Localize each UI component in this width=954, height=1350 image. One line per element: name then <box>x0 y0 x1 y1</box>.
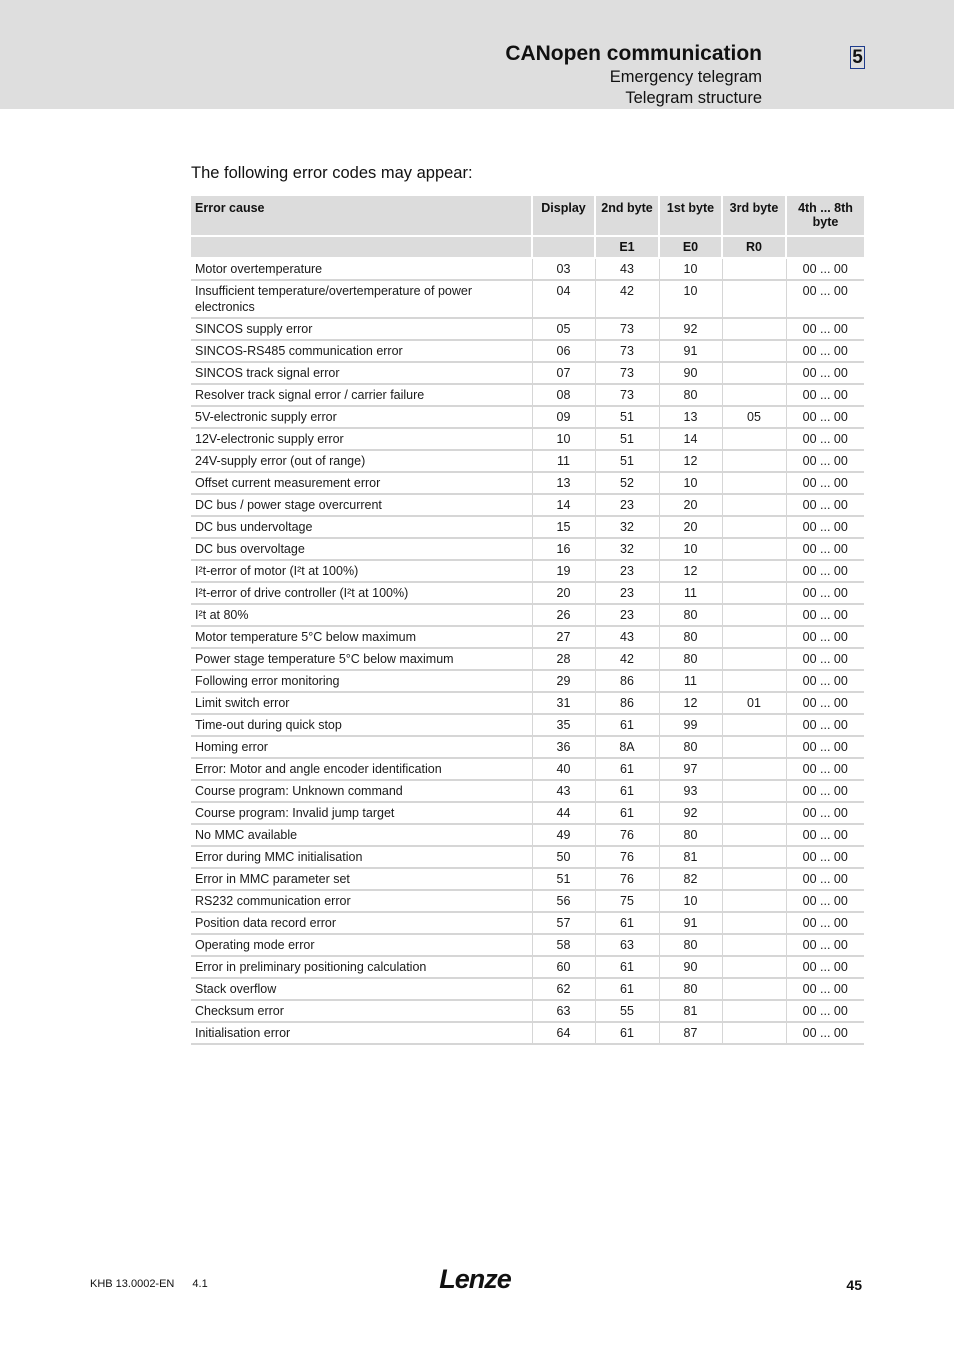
code-cell: 93 <box>659 780 722 802</box>
table-row <box>191 280 864 318</box>
error-cause-cell: Checksum error <box>191 1000 532 1022</box>
code-cell: 57 <box>532 912 595 934</box>
code-cell: 86 <box>595 670 659 692</box>
table-row <box>191 934 864 956</box>
table-row <box>191 494 864 516</box>
code-cell: 00 ... 00 <box>786 516 864 538</box>
code-cell <box>722 494 786 516</box>
code-cell: 12 <box>659 560 722 582</box>
code-cell: 03 <box>532 258 595 280</box>
table-row <box>191 956 864 978</box>
error-cause-cell: Course program: Invalid jump target <box>191 802 532 824</box>
error-cause-cell: No MMC available <box>191 824 532 846</box>
doc-id: KHB 13.0002-EN <box>90 1278 175 1290</box>
code-cell: 00 ... 00 <box>786 450 864 472</box>
code-cell: 73 <box>595 318 659 340</box>
code-cell: 00 ... 00 <box>786 626 864 648</box>
error-cause-cell: Offset current measurement error <box>191 472 532 494</box>
error-cause-cell: 5V-electronic supply error <box>191 406 532 428</box>
code-cell: 61 <box>595 714 659 736</box>
code-cell: 10 <box>659 258 722 280</box>
subheader-cell <box>786 236 864 258</box>
table-row <box>191 538 864 560</box>
code-cell <box>722 428 786 450</box>
error-cause-cell: Following error monitoring <box>191 670 532 692</box>
error-cause-cell: RS232 communication error <box>191 890 532 912</box>
error-cause-cell: Homing error <box>191 736 532 758</box>
code-cell <box>722 868 786 890</box>
code-cell: 00 ... 00 <box>786 714 864 736</box>
code-cell: 04 <box>532 280 595 318</box>
code-cell: 12 <box>659 450 722 472</box>
code-cell <box>722 824 786 846</box>
code-cell: 08 <box>532 384 595 406</box>
column-header-error-cause: Error cause <box>191 196 532 236</box>
code-cell: 14 <box>659 428 722 450</box>
page-number: 45 <box>846 1277 862 1293</box>
error-cause-cell: Position data record error <box>191 912 532 934</box>
error-cause-cell: Operating mode error <box>191 934 532 956</box>
code-cell: 10 <box>659 890 722 912</box>
code-cell <box>722 472 786 494</box>
code-cell: 42 <box>595 648 659 670</box>
code-cell: 61 <box>595 802 659 824</box>
code-cell: 00 ... 00 <box>786 670 864 692</box>
code-cell: 80 <box>659 648 722 670</box>
subheader-cell: E0 <box>659 236 722 258</box>
error-cause-cell: DC bus overvoltage <box>191 538 532 560</box>
table-row <box>191 582 864 604</box>
code-cell: 8A <box>595 736 659 758</box>
code-cell: 23 <box>595 604 659 626</box>
code-cell: 05 <box>532 318 595 340</box>
code-cell: 00 ... 00 <box>786 736 864 758</box>
code-cell: 00 ... 00 <box>786 340 864 362</box>
subsection-subtitle: Telegram structure <box>625 89 762 107</box>
code-cell: 80 <box>659 978 722 1000</box>
error-cause-cell: Error during MMC initialisation <box>191 846 532 868</box>
code-cell: 32 <box>595 538 659 560</box>
code-cell: 90 <box>659 362 722 384</box>
code-cell: 51 <box>532 868 595 890</box>
table-row <box>191 362 864 384</box>
table-row <box>191 472 864 494</box>
code-cell <box>722 890 786 912</box>
subheader-cell: E1 <box>595 236 659 258</box>
code-cell: 16 <box>532 538 595 560</box>
code-cell: 07 <box>532 362 595 384</box>
code-cell <box>722 450 786 472</box>
error-cause-cell: Course program: Unknown command <box>191 780 532 802</box>
code-cell: 00 ... 00 <box>786 648 864 670</box>
code-cell: 20 <box>659 494 722 516</box>
code-cell: 09 <box>532 406 595 428</box>
code-cell <box>722 670 786 692</box>
code-cell <box>722 384 786 406</box>
code-cell: 00 ... 00 <box>786 1000 864 1022</box>
table-row <box>191 340 864 362</box>
code-cell: 00 ... 00 <box>786 956 864 978</box>
table-row <box>191 1022 864 1044</box>
code-cell: 10 <box>659 472 722 494</box>
code-cell <box>722 582 786 604</box>
code-cell: 00 ... 00 <box>786 758 864 780</box>
code-cell <box>722 362 786 384</box>
code-cell: 00 ... 00 <box>786 692 864 714</box>
subheader-cell <box>191 236 532 258</box>
code-cell: 01 <box>722 692 786 714</box>
code-cell: 11 <box>659 670 722 692</box>
code-cell: 19 <box>532 560 595 582</box>
chapter-number-badge: 5 <box>850 46 865 69</box>
code-cell: 35 <box>532 714 595 736</box>
error-cause-cell: Initialisation error <box>191 1022 532 1044</box>
table-row <box>191 780 864 802</box>
error-cause-cell: Stack overflow <box>191 978 532 1000</box>
code-cell: 75 <box>595 890 659 912</box>
code-cell: 61 <box>595 956 659 978</box>
code-cell: 00 ... 00 <box>786 802 864 824</box>
code-cell <box>722 648 786 670</box>
error-cause-cell: Time-out during quick stop <box>191 714 532 736</box>
code-cell <box>722 560 786 582</box>
code-cell: 63 <box>532 1000 595 1022</box>
lenze-logo <box>436 1264 514 1294</box>
code-cell: 87 <box>659 1022 722 1044</box>
code-cell: 20 <box>659 516 722 538</box>
table-row <box>191 670 864 692</box>
code-cell: 61 <box>595 780 659 802</box>
table-row <box>191 692 864 714</box>
code-cell: 12 <box>659 692 722 714</box>
code-cell: 55 <box>595 1000 659 1022</box>
code-cell: 91 <box>659 912 722 934</box>
column-header-4th-8th-byte: 4th ... 8th byte <box>786 196 864 236</box>
table-subheader-row <box>191 236 864 258</box>
code-cell: 23 <box>595 560 659 582</box>
code-cell: 00 ... 00 <box>786 978 864 1000</box>
code-cell: 61 <box>595 978 659 1000</box>
code-cell: 00 ... 00 <box>786 1022 864 1044</box>
code-cell: 10 <box>659 280 722 318</box>
error-cause-cell: Error in preliminary positioning calculation <box>191 956 532 978</box>
code-cell: 56 <box>532 890 595 912</box>
code-cell: 00 ... 00 <box>786 472 864 494</box>
table-row <box>191 258 864 280</box>
code-cell: 00 ... 00 <box>786 560 864 582</box>
table-row <box>191 802 864 824</box>
code-cell: 27 <box>532 626 595 648</box>
table-row <box>191 824 864 846</box>
code-cell <box>722 258 786 280</box>
code-cell: 63 <box>595 934 659 956</box>
header-band <box>0 0 954 109</box>
code-cell: 97 <box>659 758 722 780</box>
code-cell: 43 <box>595 626 659 648</box>
error-cause-cell: Error: Motor and angle encoder identification <box>191 758 532 780</box>
error-cause-cell: I²t-error of motor (I²t at 100%) <box>191 560 532 582</box>
code-cell: 62 <box>532 978 595 1000</box>
table-row <box>191 736 864 758</box>
table-row <box>191 648 864 670</box>
table-row <box>191 318 864 340</box>
code-cell: 00 ... 00 <box>786 494 864 516</box>
code-cell: 76 <box>595 824 659 846</box>
code-cell: 61 <box>595 912 659 934</box>
table-row <box>191 846 864 868</box>
code-cell: 00 ... 00 <box>786 280 864 318</box>
code-cell: 06 <box>532 340 595 362</box>
code-cell <box>722 604 786 626</box>
table-row <box>191 406 864 428</box>
code-cell: 80 <box>659 934 722 956</box>
error-cause-cell: I²t at 80% <box>191 604 532 626</box>
code-cell: 73 <box>595 340 659 362</box>
code-cell: 51 <box>595 428 659 450</box>
code-cell <box>722 516 786 538</box>
table-body <box>191 258 864 1044</box>
code-cell: 13 <box>532 472 595 494</box>
code-cell: 00 ... 00 <box>786 890 864 912</box>
table-row <box>191 604 864 626</box>
error-cause-cell: DC bus undervoltage <box>191 516 532 538</box>
code-cell: 92 <box>659 802 722 824</box>
section-subtitle: Emergency telegram <box>609 68 762 86</box>
intro-text: The following error codes may appear: <box>191 164 473 182</box>
table-row <box>191 1000 864 1022</box>
code-cell <box>722 758 786 780</box>
code-cell: 51 <box>595 406 659 428</box>
code-cell: 80 <box>659 384 722 406</box>
error-cause-cell: Motor overtemperature <box>191 258 532 280</box>
code-cell: 15 <box>532 516 595 538</box>
error-cause-cell: DC bus / power stage overcurrent <box>191 494 532 516</box>
code-cell: 80 <box>659 824 722 846</box>
table-header-row <box>191 196 864 236</box>
code-cell: 73 <box>595 362 659 384</box>
table-row <box>191 450 864 472</box>
code-cell: 99 <box>659 714 722 736</box>
error-cause-cell: 24V-supply error (out of range) <box>191 450 532 472</box>
code-cell: 76 <box>595 868 659 890</box>
code-cell <box>722 934 786 956</box>
code-cell: 00 ... 00 <box>786 362 864 384</box>
column-header-2nd-byte: 2nd byte <box>595 196 659 236</box>
error-cause-cell: 12V-electronic supply error <box>191 428 532 450</box>
table-row <box>191 428 864 450</box>
code-cell: 64 <box>532 1022 595 1044</box>
code-cell: 91 <box>659 340 722 362</box>
code-cell: 80 <box>659 736 722 758</box>
code-cell: 90 <box>659 956 722 978</box>
code-cell: 81 <box>659 1000 722 1022</box>
table-row <box>191 890 864 912</box>
error-cause-cell: SINCOS supply error <box>191 318 532 340</box>
code-cell: 00 ... 00 <box>786 780 864 802</box>
code-cell: 36 <box>532 736 595 758</box>
code-cell <box>722 1022 786 1044</box>
code-cell: 32 <box>595 516 659 538</box>
error-cause-cell: SINCOS track signal error <box>191 362 532 384</box>
code-cell: 10 <box>659 538 722 560</box>
code-cell: 26 <box>532 604 595 626</box>
code-cell: 10 <box>532 428 595 450</box>
code-cell: 00 ... 00 <box>786 384 864 406</box>
code-cell: 80 <box>659 626 722 648</box>
code-cell <box>722 802 786 824</box>
table-row <box>191 758 864 780</box>
code-cell <box>722 736 786 758</box>
error-cause-cell: Power stage temperature 5°C below maximum <box>191 648 532 670</box>
code-cell: 44 <box>532 802 595 824</box>
code-cell: 52 <box>595 472 659 494</box>
error-cause-cell: Motor temperature 5°C below maximum <box>191 626 532 648</box>
chapter-title: CANopen communication <box>505 42 762 65</box>
code-cell: 51 <box>595 450 659 472</box>
code-cell: 00 ... 00 <box>786 258 864 280</box>
code-cell: 82 <box>659 868 722 890</box>
footer-doc-info <box>90 1278 208 1290</box>
code-cell <box>722 280 786 318</box>
code-cell: 49 <box>532 824 595 846</box>
code-cell: 76 <box>595 846 659 868</box>
code-cell: 00 ... 00 <box>786 604 864 626</box>
code-cell: 60 <box>532 956 595 978</box>
code-cell: 00 ... 00 <box>786 582 864 604</box>
code-cell <box>722 714 786 736</box>
table-row <box>191 516 864 538</box>
error-cause-cell: Resolver track signal error / carrier failure <box>191 384 532 406</box>
code-cell: 80 <box>659 604 722 626</box>
code-cell: 43 <box>532 780 595 802</box>
table-row <box>191 560 864 582</box>
subheader-cell <box>532 236 595 258</box>
code-cell: 00 ... 00 <box>786 538 864 560</box>
code-cell <box>722 846 786 868</box>
table-row <box>191 714 864 736</box>
doc-version: 4.1 <box>192 1278 208 1290</box>
code-cell: 11 <box>532 450 595 472</box>
code-cell: 14 <box>532 494 595 516</box>
table-row <box>191 912 864 934</box>
code-cell: 28 <box>532 648 595 670</box>
table-row <box>191 384 864 406</box>
code-cell: 42 <box>595 280 659 318</box>
error-cause-cell: SINCOS-RS485 communication error <box>191 340 532 362</box>
code-cell <box>722 626 786 648</box>
code-cell: 61 <box>595 758 659 780</box>
code-cell: 40 <box>532 758 595 780</box>
table-row <box>191 978 864 1000</box>
code-cell: 00 ... 00 <box>786 868 864 890</box>
code-cell: 73 <box>595 384 659 406</box>
column-header-display: Display <box>532 196 595 236</box>
error-code-table <box>191 196 864 1045</box>
code-cell: 00 ... 00 <box>786 934 864 956</box>
code-cell: 50 <box>532 846 595 868</box>
code-cell: 05 <box>722 406 786 428</box>
code-cell: 31 <box>532 692 595 714</box>
table-row <box>191 868 864 890</box>
code-cell: 20 <box>532 582 595 604</box>
code-cell <box>722 1000 786 1022</box>
column-header-1st-byte: 1st byte <box>659 196 722 236</box>
code-cell: 13 <box>659 406 722 428</box>
error-cause-cell: Limit switch error <box>191 692 532 714</box>
error-cause-cell: I²t-error of drive controller (I²t at 100%) <box>191 582 532 604</box>
code-cell: 23 <box>595 582 659 604</box>
code-cell <box>722 538 786 560</box>
code-cell <box>722 912 786 934</box>
code-cell: 61 <box>595 1022 659 1044</box>
logo-text: Lenze <box>439 1264 511 1294</box>
code-cell <box>722 318 786 340</box>
code-cell <box>722 340 786 362</box>
column-header-3rd-byte: 3rd byte <box>722 196 786 236</box>
code-cell: 29 <box>532 670 595 692</box>
code-cell: 81 <box>659 846 722 868</box>
code-cell: 43 <box>595 258 659 280</box>
error-cause-cell: Insufficient temperature/overtemperature of power electronics <box>191 280 532 318</box>
code-cell: 00 ... 00 <box>786 318 864 340</box>
code-cell: 00 ... 00 <box>786 824 864 846</box>
code-cell: 86 <box>595 692 659 714</box>
code-cell: 58 <box>532 934 595 956</box>
code-cell <box>722 978 786 1000</box>
code-cell <box>722 780 786 802</box>
code-cell: 00 ... 00 <box>786 846 864 868</box>
code-cell: 92 <box>659 318 722 340</box>
subheader-cell: R0 <box>722 236 786 258</box>
code-cell: 11 <box>659 582 722 604</box>
code-cell <box>722 956 786 978</box>
code-cell: 23 <box>595 494 659 516</box>
code-cell: 00 ... 00 <box>786 406 864 428</box>
table-row <box>191 626 864 648</box>
error-cause-cell: Error in MMC parameter set <box>191 868 532 890</box>
code-cell: 00 ... 00 <box>786 428 864 450</box>
code-cell: 00 ... 00 <box>786 912 864 934</box>
